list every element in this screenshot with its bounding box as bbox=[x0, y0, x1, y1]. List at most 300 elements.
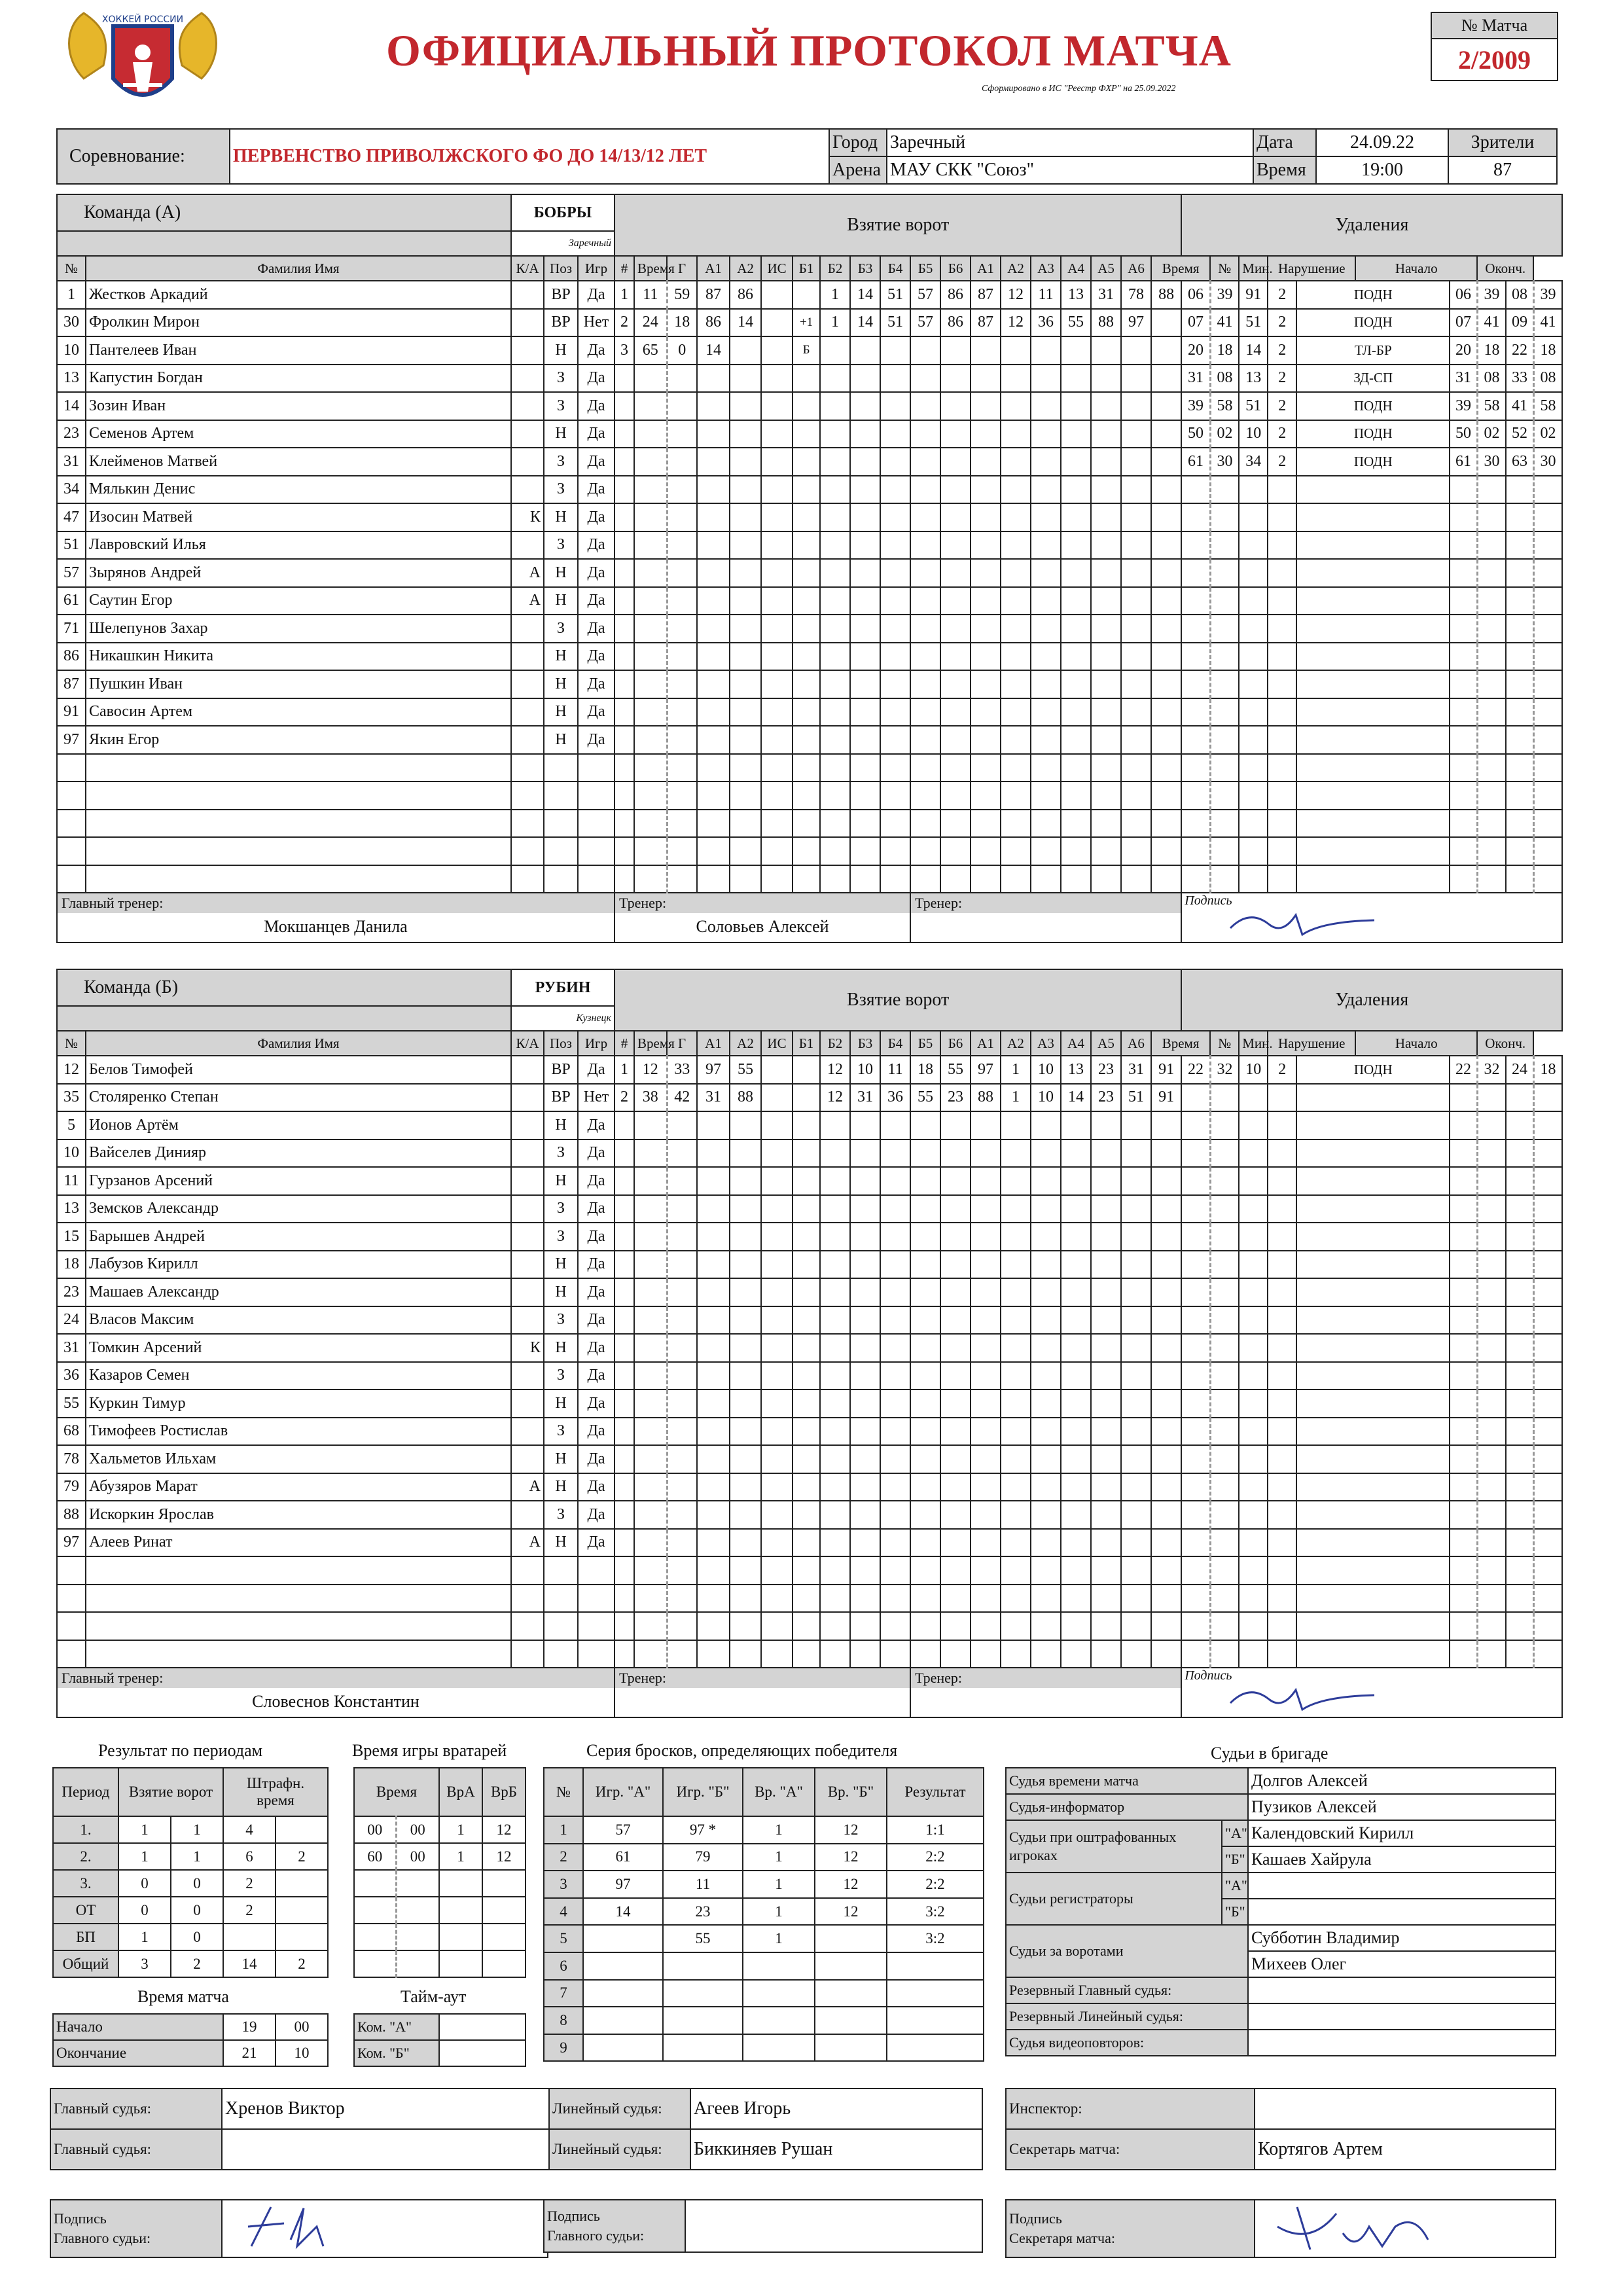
teamA-pen-no bbox=[1239, 643, 1268, 671]
teamB-goal-ice1 bbox=[820, 1445, 850, 1473]
teamB-player-pos: З bbox=[544, 1418, 578, 1446]
teamA-pen-m bbox=[1181, 781, 1210, 810]
gk-m bbox=[354, 1897, 396, 1924]
teamA-goal-is bbox=[793, 559, 820, 587]
teamA-pen-s: 39 bbox=[1210, 281, 1239, 309]
table-row bbox=[57, 1195, 1562, 1223]
gk-a bbox=[439, 1897, 482, 1924]
teamA-goal-is bbox=[793, 503, 820, 531]
teamA-goal-is bbox=[793, 754, 820, 782]
shootout-h-col: Вр. "А" bbox=[743, 1768, 815, 1816]
teamA-goal-m bbox=[634, 531, 667, 560]
teamA-goal-is bbox=[793, 392, 820, 420]
teamB-goal-is bbox=[793, 1334, 820, 1362]
teamB-player-no bbox=[57, 1556, 86, 1585]
teamB-goal-ice2 bbox=[1091, 1445, 1121, 1473]
teamB-pen-ss bbox=[1477, 1556, 1506, 1585]
teamA-pen-ss bbox=[1477, 754, 1506, 782]
teamB-player-ka bbox=[511, 1556, 544, 1585]
teamA-pen-inf bbox=[1296, 698, 1450, 726]
teamB-name: РУБИН bbox=[511, 969, 615, 1006]
teamA-pen-em: 33 bbox=[1506, 365, 1533, 393]
teamB-h-ice1-col: Б1 bbox=[793, 1031, 820, 1056]
teamA-player-pos: Н bbox=[544, 643, 578, 671]
teamB-goal-is bbox=[793, 1306, 820, 1335]
teamA-goal-ice1 bbox=[820, 420, 850, 448]
shootout-h-col: Игр. "А" bbox=[583, 1768, 663, 1816]
teamA-player-pos bbox=[544, 754, 578, 782]
teamB-goal-is bbox=[793, 1556, 820, 1585]
period-gb: 0 bbox=[171, 1897, 223, 1924]
teamA-goal-ice2 bbox=[1091, 587, 1121, 615]
teamB-pen-es bbox=[1533, 1473, 1562, 1501]
teamB-pen-s bbox=[1210, 1556, 1239, 1585]
teamA-goal-s bbox=[667, 365, 697, 393]
teamB-pen-inf bbox=[1296, 1445, 1450, 1473]
teamA-goal-g bbox=[697, 420, 730, 448]
teamA-goal-ice1: 57 bbox=[910, 309, 940, 337]
teamA-player-play: Да bbox=[578, 281, 615, 309]
teamA-goal-ice1 bbox=[880, 865, 910, 893]
period-pa: 14 bbox=[223, 1950, 276, 1977]
teamA-goal-g: 87 bbox=[697, 281, 730, 309]
teamA-pen-sm: 20 bbox=[1450, 336, 1477, 365]
teamB-goal-n bbox=[615, 1473, 634, 1501]
teamA-h-ice1-col: Б2 bbox=[820, 256, 850, 281]
teamB-goal-m bbox=[634, 1167, 667, 1195]
teamA-player-pos: ВР bbox=[544, 281, 578, 309]
teamB-goal-ice1 bbox=[940, 1418, 971, 1446]
teamB-pen-no bbox=[1239, 1084, 1268, 1112]
teamB-goal-m bbox=[634, 1640, 667, 1668]
teamB-pen-sm bbox=[1450, 1334, 1477, 1362]
teamB-pen-min bbox=[1268, 1640, 1296, 1668]
teamB-pen-sm bbox=[1450, 1139, 1477, 1168]
teamA-goal-g: 86 bbox=[697, 309, 730, 337]
teamA-player-ka: А bbox=[511, 587, 544, 615]
teamB-goal-ice1: 10 bbox=[850, 1056, 880, 1084]
teamB-goal-ice1 bbox=[971, 1362, 1001, 1390]
teamA-goal-is: +1 bbox=[793, 309, 820, 337]
teamB-pen-es bbox=[1533, 1529, 1562, 1557]
teamB-pen-m bbox=[1181, 1195, 1210, 1223]
teamA-goal-ice2 bbox=[1061, 837, 1091, 865]
teamA-player-play: Да bbox=[578, 503, 615, 531]
teamA-goal-g bbox=[697, 643, 730, 671]
teamB-player-ka bbox=[511, 1251, 544, 1279]
teamB-player-ka bbox=[511, 1501, 544, 1529]
teamA-goal-s bbox=[667, 781, 697, 810]
line1-name: Агеев Игорь bbox=[690, 2089, 982, 2129]
teamB-player-pos: Н bbox=[544, 1111, 578, 1139]
teamA-goal-a1 bbox=[730, 559, 761, 587]
teamB-goal-ice1 bbox=[971, 1334, 1001, 1362]
teamA-goal-ice1 bbox=[850, 781, 880, 810]
teamA-goal-ice1 bbox=[910, 810, 940, 838]
teamA-goal-a1 bbox=[730, 810, 761, 838]
gk-b bbox=[482, 1870, 526, 1897]
teamB-goal-ice2 bbox=[1121, 1445, 1151, 1473]
teamA-goal-ice2 bbox=[1061, 365, 1091, 393]
teamA-pen-s bbox=[1210, 754, 1239, 782]
table-row bbox=[57, 1418, 1562, 1446]
teamA-pen-em bbox=[1506, 865, 1533, 893]
teamB-player-name bbox=[86, 1556, 511, 1585]
teamB-goal-m bbox=[634, 1111, 667, 1139]
teamA-goal-ice1 bbox=[850, 365, 880, 393]
teamB-head-coach: Словеснов Константин bbox=[252, 1692, 419, 1711]
teamB-goal-s bbox=[667, 1390, 697, 1418]
teamB-goal-ice2 bbox=[1031, 1167, 1061, 1195]
teamB-coach1-label: Тренер: bbox=[615, 1668, 910, 1688]
teamA-player-play bbox=[578, 837, 615, 865]
teamA-goal-ice2: 13 bbox=[1061, 281, 1091, 309]
teamA-goal-a1 bbox=[730, 336, 761, 365]
teamA-coach-signature bbox=[1224, 908, 1381, 937]
teamB-player-no bbox=[57, 1612, 86, 1640]
teamA-goal-is bbox=[793, 476, 820, 504]
teamA-goal-ice2 bbox=[1061, 698, 1091, 726]
teamA-pen-em bbox=[1506, 503, 1533, 531]
table-row bbox=[57, 531, 1562, 560]
teamB-goal-g bbox=[697, 1445, 730, 1473]
teamA-player-name bbox=[86, 837, 511, 865]
teamA-player-no bbox=[57, 781, 86, 810]
teamA-pen-inf: ПОДН bbox=[1296, 420, 1450, 448]
teamB-goal-ice2 bbox=[1151, 1418, 1181, 1446]
teamB-player-pos: ВР bbox=[544, 1056, 578, 1084]
teamA-goal-n bbox=[615, 837, 634, 865]
teamA-goal-ice1 bbox=[880, 476, 910, 504]
teamB-player-pos: З bbox=[544, 1501, 578, 1529]
teamA-player-no bbox=[57, 754, 86, 782]
teamB-pen-inf bbox=[1296, 1334, 1450, 1362]
teamA-h-goal-col: Время bbox=[634, 256, 667, 281]
teamA-goal-m bbox=[634, 448, 667, 476]
arena-value: МАУ СКК "Союз" bbox=[887, 156, 1253, 184]
teamB-player-ka bbox=[511, 1111, 544, 1139]
teamA-goal-ice1 bbox=[850, 420, 880, 448]
shootout-va: 1 bbox=[743, 1925, 815, 1952]
teamB-pen-sm bbox=[1450, 1278, 1477, 1306]
timeout-b-label: Ком. "Б" bbox=[354, 2040, 439, 2066]
teamA-goal-ice1 bbox=[940, 810, 971, 838]
teamA-goal-a1 bbox=[730, 865, 761, 893]
teamB-goal-ice1 bbox=[940, 1362, 971, 1390]
teamB-goal-ice1 bbox=[880, 1473, 910, 1501]
teamA-player-play: Да bbox=[578, 698, 615, 726]
teamA-goal-a1 bbox=[730, 670, 761, 698]
teamB-goal-ice1 bbox=[820, 1306, 850, 1335]
teamA-pen-es: 18 bbox=[1533, 336, 1562, 365]
sec-signature-cell bbox=[1255, 2200, 1556, 2257]
teamB-pen-s bbox=[1210, 1334, 1239, 1362]
ref1-name: Хренов Виктор bbox=[222, 2089, 549, 2129]
sec-sign-label-1: Подпись bbox=[1009, 2210, 1062, 2227]
teamB-goal-ice2 bbox=[1061, 1418, 1091, 1446]
teamA-goal-a1 bbox=[730, 587, 761, 615]
teamA-goal-ice2 bbox=[1031, 615, 1061, 643]
teamA-goal-ice1 bbox=[850, 531, 880, 560]
teamA-goal-is bbox=[793, 420, 820, 448]
gk-a: 1 bbox=[439, 1843, 482, 1870]
teamB-goal-m bbox=[634, 1334, 667, 1362]
teamA-pen-sm bbox=[1450, 503, 1477, 531]
shootout-vb: 12 bbox=[815, 1898, 887, 1926]
teamA-player-no: 91 bbox=[57, 698, 86, 726]
teamB-pen-em bbox=[1506, 1167, 1533, 1195]
teamA-goal-g bbox=[697, 865, 730, 893]
teamB-goal-ice2 bbox=[1031, 1501, 1061, 1529]
teamA-goal-a1: 14 bbox=[730, 309, 761, 337]
teamB-goal-ice2 bbox=[1151, 1585, 1181, 1613]
teamA-goal-s bbox=[667, 503, 697, 531]
inspector-table bbox=[1005, 2088, 1556, 2170]
gk-s bbox=[396, 1897, 439, 1924]
teamA-pen-inf bbox=[1296, 865, 1450, 893]
teamB-goal-ice1 bbox=[910, 1612, 940, 1640]
teamB-player-pos: З bbox=[544, 1223, 578, 1251]
teamB-goal-ice2 bbox=[1031, 1640, 1061, 1668]
teamB-goal-ice2 bbox=[1091, 1612, 1121, 1640]
teamA-player-no: 1 bbox=[57, 281, 86, 309]
shootout-a bbox=[583, 1925, 663, 1952]
teamA-goal-s: 59 bbox=[667, 281, 697, 309]
teamA-goal-ice1 bbox=[971, 503, 1001, 531]
teamB-goal-g bbox=[697, 1612, 730, 1640]
teamB-goal-ice1 bbox=[820, 1529, 850, 1557]
teamA-pen-ss bbox=[1477, 865, 1506, 893]
teamB-goal-ice1 bbox=[971, 1195, 1001, 1223]
teamB-goal-ice1 bbox=[971, 1139, 1001, 1168]
teamB-goal-ice1 bbox=[910, 1223, 940, 1251]
teamB-pen-es bbox=[1533, 1278, 1562, 1306]
teamB-goal-a1 bbox=[730, 1251, 761, 1279]
teamB-pen-min bbox=[1268, 1501, 1296, 1529]
teamA-pen-s bbox=[1210, 531, 1239, 560]
shootout-va bbox=[743, 2007, 815, 2034]
teamA-goal-a1 bbox=[730, 420, 761, 448]
shootout-a bbox=[583, 1952, 663, 1980]
teamA-player-no: 51 bbox=[57, 531, 86, 560]
teamB-goal-ice1 bbox=[880, 1167, 910, 1195]
teamB-pen-m bbox=[1181, 1251, 1210, 1279]
teamA-player-ka bbox=[511, 615, 544, 643]
teamA-table bbox=[56, 194, 1563, 943]
competition-label: Соревнование: bbox=[57, 129, 230, 184]
teamB-pen-no bbox=[1239, 1223, 1268, 1251]
teamB-goal-ice2 bbox=[1091, 1223, 1121, 1251]
table-row bbox=[57, 476, 1562, 504]
table-row bbox=[354, 1816, 526, 1843]
shootout-b: 55 bbox=[663, 1925, 743, 1952]
teamA-goal-ice1 bbox=[910, 587, 940, 615]
table-row bbox=[57, 448, 1562, 476]
teamA-pen-es bbox=[1533, 810, 1562, 838]
teamA-pen-s bbox=[1210, 781, 1239, 810]
teamB-player-play bbox=[578, 1585, 615, 1613]
table-row bbox=[57, 587, 1562, 615]
teamA-goal-ice1 bbox=[880, 754, 910, 782]
teamA-pen-m: 06 bbox=[1181, 281, 1210, 309]
teamA-goal-g bbox=[697, 392, 730, 420]
teamA-goal-ice2 bbox=[1151, 587, 1181, 615]
period-pb: 2 bbox=[276, 1950, 328, 1977]
teamB-goal-ice1 bbox=[850, 1529, 880, 1557]
teamA-goal-a2 bbox=[761, 698, 793, 726]
teamA-goal-ice1 bbox=[850, 559, 880, 587]
gk-b: 12 bbox=[482, 1843, 526, 1870]
teamA-pen-s bbox=[1210, 865, 1239, 893]
teamA-goal-ice2: 97 bbox=[1121, 309, 1151, 337]
teamB-pen-title: Удаления bbox=[1181, 969, 1562, 1031]
teamB-pen-sm bbox=[1450, 1084, 1477, 1112]
teamB-goal-ice2 bbox=[1061, 1612, 1091, 1640]
teamB-goal-ice2 bbox=[1091, 1251, 1121, 1279]
teamB-goal-ice2 bbox=[1151, 1445, 1181, 1473]
teamB-pen-m bbox=[1181, 1139, 1210, 1168]
teamB-goal-a1 bbox=[730, 1195, 761, 1223]
teamA-goal-ice1 bbox=[850, 810, 880, 838]
gk-s bbox=[396, 1924, 439, 1950]
teamA-goal-a2 bbox=[761, 587, 793, 615]
teamA-goal-ice2 bbox=[1091, 781, 1121, 810]
teamA-goal-ice2 bbox=[1121, 754, 1151, 782]
teamA-goal-s bbox=[667, 448, 697, 476]
teamB-pen-ss bbox=[1477, 1612, 1506, 1640]
teamB-goal-a1 bbox=[730, 1556, 761, 1585]
teamA-pen-es bbox=[1533, 615, 1562, 643]
teamA-pen-min: 2 bbox=[1268, 309, 1296, 337]
teamA-pen-m: 07 bbox=[1181, 309, 1210, 337]
shootout-va: 1 bbox=[743, 1871, 815, 1898]
teamA-pen-s bbox=[1210, 503, 1239, 531]
teamB-goal-m bbox=[634, 1585, 667, 1613]
teamA-pen-inf bbox=[1296, 615, 1450, 643]
teamB-goal-ice2 bbox=[1091, 1334, 1121, 1362]
teamA-player-pos bbox=[544, 781, 578, 810]
teamA-pen-em bbox=[1506, 643, 1533, 671]
teamB-goal-n bbox=[615, 1167, 634, 1195]
teamB-pen-no bbox=[1239, 1529, 1268, 1557]
teamA-goal-m bbox=[634, 698, 667, 726]
table-row bbox=[57, 1640, 1562, 1668]
teamB-goal-m bbox=[634, 1612, 667, 1640]
teamB-city: Кузнецк bbox=[511, 1006, 615, 1031]
teamB-pen-min bbox=[1268, 1529, 1296, 1557]
teamA-goal-ice2 bbox=[1121, 698, 1151, 726]
teamB-pen-em bbox=[1506, 1390, 1533, 1418]
teamA-pen-no bbox=[1239, 754, 1268, 782]
teamA-pen-no bbox=[1239, 559, 1268, 587]
gk-s: 00 bbox=[396, 1816, 439, 1843]
teamB-goal-ice2 bbox=[1031, 1278, 1061, 1306]
teamA-goal-n bbox=[615, 503, 634, 531]
teamB-goal-ice1 bbox=[880, 1306, 910, 1335]
teamA-pen-min bbox=[1268, 754, 1296, 782]
teamB-goal-ice2 bbox=[1031, 1445, 1061, 1473]
match-time-table bbox=[52, 2013, 329, 2067]
teamA-player-no: 31 bbox=[57, 448, 86, 476]
teamB-goal-ice2 bbox=[1091, 1167, 1121, 1195]
teamA-goal-ice2: 55 bbox=[1061, 309, 1091, 337]
teamA-goal-ice1 bbox=[880, 531, 910, 560]
teamB-goal-g bbox=[697, 1362, 730, 1390]
teamA-pen-min: 2 bbox=[1268, 365, 1296, 393]
shootout-h-col: № bbox=[544, 1768, 583, 1816]
teamA-goal-a2 bbox=[761, 531, 793, 560]
teamB-goal-ice1 bbox=[820, 1418, 850, 1446]
teamB-pen-min bbox=[1268, 1251, 1296, 1279]
teamA-goal-ice2 bbox=[1151, 392, 1181, 420]
teamB-pen-es bbox=[1533, 1585, 1562, 1613]
teamB-pen-s bbox=[1210, 1223, 1239, 1251]
teamA-goal-ice2 bbox=[1151, 503, 1181, 531]
goal-judge-1: Субботин Владимир bbox=[1248, 1925, 1556, 1951]
shootout-n: 7 bbox=[544, 1980, 583, 2007]
teamA-goal-ice2 bbox=[1121, 336, 1151, 365]
teamA-goal-ice2 bbox=[1091, 476, 1121, 504]
teamB-pen-s bbox=[1210, 1640, 1239, 1668]
teamB-goal-a2 bbox=[761, 1640, 793, 1668]
teamB-goal-ice2 bbox=[1061, 1445, 1091, 1473]
teamA-goal-m bbox=[634, 865, 667, 893]
teamB-pen-no bbox=[1239, 1167, 1268, 1195]
teamB-coach2 bbox=[914, 1688, 1178, 1692]
teamA-player-pos bbox=[544, 810, 578, 838]
teamB-player-name: Абузяров Марат bbox=[86, 1473, 511, 1501]
ref2-sign-box bbox=[543, 2199, 983, 2253]
teamB-goal-ice1 bbox=[820, 1556, 850, 1585]
teamB-goal-ice2 bbox=[1001, 1390, 1031, 1418]
teamA-goal-ice2 bbox=[1001, 476, 1031, 504]
teamA-player-name: Жестков Аркадий bbox=[86, 281, 511, 309]
teamA-goal-ice2 bbox=[1151, 448, 1181, 476]
teamA-goal-ice1 bbox=[971, 559, 1001, 587]
gk-a: 1 bbox=[439, 1816, 482, 1843]
teamB-goal-a2 bbox=[761, 1056, 793, 1084]
teamA-goal-ice2 bbox=[1121, 559, 1151, 587]
teamB-pen-ss bbox=[1477, 1306, 1506, 1335]
teamA-pen-m bbox=[1181, 754, 1210, 782]
teamA-goal-ice2 bbox=[1151, 559, 1181, 587]
teamA-goal-ice2 bbox=[1151, 615, 1181, 643]
teamB-player-name: Земсков Александр bbox=[86, 1195, 511, 1223]
teamA-coach2 bbox=[914, 913, 1178, 917]
teamB-goal-ice2 bbox=[1151, 1111, 1181, 1139]
teamB-goal-m bbox=[634, 1362, 667, 1390]
teamA-goal-ice1 bbox=[820, 698, 850, 726]
teamA-goal-is bbox=[793, 837, 820, 865]
teamB-goal-ice2 bbox=[1091, 1640, 1121, 1668]
teamB-goal-s bbox=[667, 1167, 697, 1195]
table-row bbox=[57, 1084, 1562, 1112]
teamB-pen-inf bbox=[1296, 1612, 1450, 1640]
ref2-label: Главный судья: bbox=[50, 2129, 222, 2170]
teamA-goal-ice2 bbox=[1151, 309, 1181, 337]
period-p: 3. bbox=[53, 1870, 118, 1897]
teamA-player-play: Нет bbox=[578, 309, 615, 337]
teamA-player-ka bbox=[511, 726, 544, 754]
teamA-goal-ice2 bbox=[1031, 726, 1061, 754]
teamA-goal-a2 bbox=[761, 754, 793, 782]
teamB-player-name: Алеев Ринат bbox=[86, 1529, 511, 1557]
teamA-pen-sm: 06 bbox=[1450, 281, 1477, 309]
teamA-player-ka: А bbox=[511, 559, 544, 587]
teamA-pen-inf bbox=[1296, 503, 1450, 531]
teamA-pen-s: 18 bbox=[1210, 336, 1239, 365]
teamA-pen-s: 58 bbox=[1210, 392, 1239, 420]
